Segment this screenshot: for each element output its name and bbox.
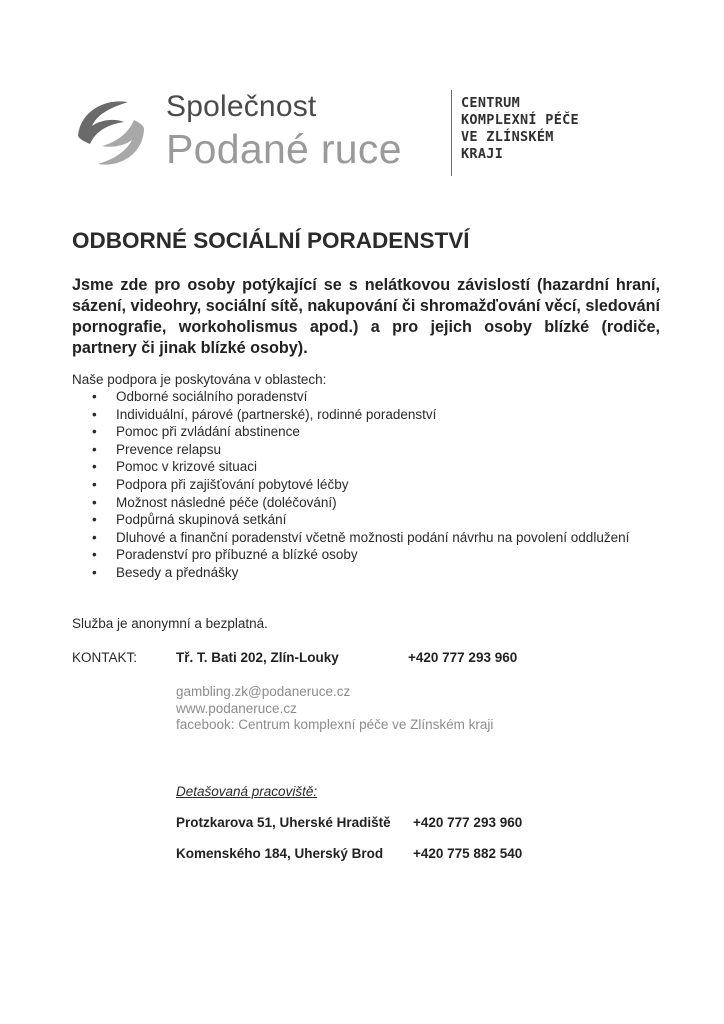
list-item — [92, 511, 652, 529]
bullet: • — [92, 424, 97, 440]
list-item — [92, 406, 652, 424]
branches-heading: Detašovaná pracoviště: — [176, 784, 318, 799]
bullet: • — [92, 547, 97, 563]
bullet: • — [92, 564, 97, 580]
list-item — [92, 423, 652, 441]
contact-label: KONTAKT: — [72, 650, 138, 665]
anonymous-note: Služba je anonymní a bezplatná. — [72, 616, 268, 631]
bullet: • — [92, 512, 97, 528]
bullet: • — [92, 494, 97, 510]
service-label: Možnost následné péče (doléčování) — [116, 494, 337, 510]
bullet: • — [92, 389, 97, 404]
centrum-line: CENTRUM — [461, 95, 520, 111]
header-divider — [451, 90, 452, 176]
bullet: • — [92, 459, 97, 475]
email-link[interactable]: gambling.zk@podaneruce.cz — [176, 684, 351, 699]
list-item — [92, 458, 652, 476]
facebook-link[interactable]: facebook: Centrum komplexní péče ve Zlínském kraji — [176, 717, 494, 732]
centrum-line: KRAJI — [461, 146, 504, 162]
contact-links — [176, 684, 493, 734]
service-label: Poradenství pro příbuzné a blízké osoby — [116, 547, 358, 563]
branch-row — [176, 846, 523, 861]
org-name-line1: Společnost — [166, 90, 317, 123]
service-label: Odborné sociálního poradenství — [116, 389, 308, 404]
org-name-line2: Podané ruce — [166, 126, 402, 172]
centrum-name — [461, 95, 579, 163]
branch-phone: +420 775 882 540 — [413, 846, 523, 861]
branch-address: Protzkarova 51, Uherské Hradiště — [176, 815, 391, 830]
service-label: Podpůrná skupinová setkání — [116, 512, 287, 528]
contact-phone: +420 777 293 960 — [408, 650, 518, 665]
service-label: Prevence relapsu — [116, 441, 222, 457]
page-title: ODBORNÉ SOCIÁLNÍ PORADENSTVÍ — [72, 228, 470, 253]
service-label: Dluhové a finanční poradenství včetně možnosti podání návrhu na povolení oddlužení — [116, 529, 630, 545]
service-label: Besedy a přednášky — [116, 564, 239, 580]
centrum-line: VE ZLÍNSKÉM — [461, 129, 554, 145]
service-label: Individuální, párové (partnerské), rodinné poradenství — [116, 406, 437, 422]
bullet: • — [92, 529, 97, 545]
list-item — [92, 546, 652, 564]
list-item — [92, 441, 652, 459]
service-label: Pomoc při zvládání abstinence — [116, 424, 300, 440]
list-item — [92, 564, 652, 582]
bullet: • — [92, 406, 97, 422]
list-item — [92, 529, 652, 547]
list-item — [92, 494, 652, 512]
bullet: • — [92, 476, 97, 492]
service-label: Pomoc v krizové situaci — [116, 459, 258, 475]
intro-paragraph: Jsme zde pro osoby potýkající se s nelátkovou závislostí (hazardní hraní, sázení, videohry, sociální sítě, nakupování či shromažďování věcí, sledování pornografie, workoholismus apod.) a pro jejich osoby blízké (rodiče, partnery či jinak blízké osoby). — [72, 276, 660, 357]
support-intro: Naše podpora je poskytována v oblastech: — [72, 372, 327, 387]
branch-phone: +420 777 293 960 — [413, 815, 523, 830]
services-list — [92, 388, 652, 582]
bullet: • — [92, 441, 97, 457]
branch-row — [176, 815, 523, 830]
list-item — [92, 476, 652, 494]
contact-address: Tř. T. Bati 202, Zlín-Louky — [176, 650, 339, 665]
website-link[interactable]: www.podaneruce.cz — [176, 700, 297, 716]
branch-address: Komenského 184, Uherský Brod — [176, 846, 384, 861]
centrum-line: KOMPLEXNÍ PÉČE — [461, 112, 579, 128]
service-label: Podpora při zajišťování pobytové léčby — [116, 476, 349, 492]
logo-icon — [70, 92, 152, 174]
list-item — [92, 388, 652, 406]
